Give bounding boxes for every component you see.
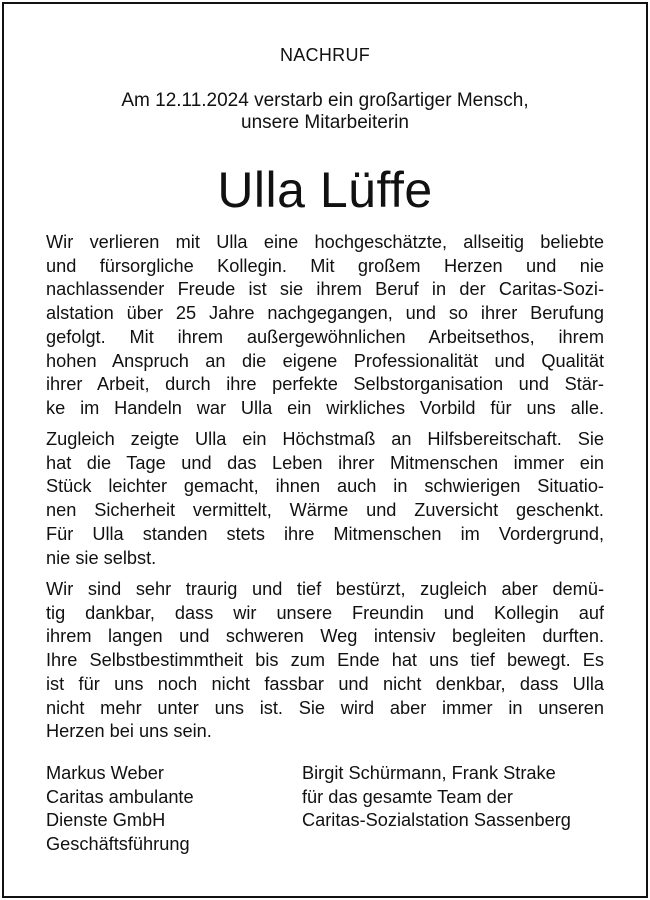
- intro-line: unsere Mitarbeiterin: [241, 112, 409, 133]
- text-line: Herzen bei uns sein.: [46, 721, 212, 742]
- signature-line: Geschäftsführung: [46, 834, 190, 855]
- text-line: ihrem langen und schweren Weg intensiv begleiten durften.: [46, 626, 604, 647]
- text-line: ke im Handeln war Ulla ein wirkliches Vorbild für uns alle.: [46, 397, 604, 418]
- text-line: nicht mehr unter uns ist. Sie wird aber immer in unseren: [46, 697, 604, 718]
- text-line: gefolgt. Mit ihrem außergewöhnlichen Arbeitsethos, ihrem: [46, 326, 604, 347]
- deceased-name: Ulla Lüffe: [217, 162, 433, 218]
- text-line: Zugleich zeigte Ulla ein Höchstmaß an Hilfsbereitschaft. Sie: [46, 429, 604, 449]
- text-line: nie sie selbst.: [46, 547, 157, 568]
- signature-line: Dienste GmbH: [46, 810, 166, 831]
- intro-line: Am 12.11.2024 verstarb ein großartiger Mensch,: [121, 90, 529, 111]
- text-line: nen Sicherheit vermittelt, Wärme und Zuversicht geschenkt.: [46, 500, 604, 521]
- signature-line: für das gesamte Team der: [302, 786, 513, 807]
- signature-line: Birgit Schürmann, Frank Strake: [302, 763, 556, 783]
- text-line: Wir sind sehr traurig und tief bestürzt, zugleich aber demü-: [46, 579, 604, 599]
- signature-line: Caritas ambulante: [46, 786, 194, 807]
- signature-line: Markus Weber: [46, 763, 164, 783]
- text-line: Stück leichter gemacht, ihnen auch in schwierigen Situatio-: [46, 476, 604, 497]
- paragraph-tribute: [46, 231, 604, 421]
- text-line: Für Ulla standen stets ihre Mitmenschen im Vordergrund,: [46, 523, 604, 544]
- signature-management: [46, 762, 194, 857]
- text-line: hohen Anspruch an die eigene Professionalität und Qualität: [46, 350, 604, 371]
- text-line: nachlassender Freude ist sie ihrem Beruf in der Caritas-Sozi-: [46, 279, 604, 300]
- text-line: hat die Tage und das Leben ihrer Mitmenschen immer ein: [46, 452, 604, 473]
- notice-heading: NACHRUF: [279, 45, 371, 65]
- signature-team: [302, 762, 571, 833]
- text-line: ihrer Arbeit, durch ihre perfekte Selbstorganisation und Stär-: [46, 374, 604, 395]
- text-line: alstation über 25 Jahre nachgegangen, und so ihrer Berufung: [46, 303, 604, 324]
- intro-text: [46, 90, 604, 134]
- text-line: tig dankbar, dass wir unsere Freundin und Kollegin auf: [46, 602, 604, 623]
- text-line: ist für uns noch nicht fassbar und nicht denkbar, dass Ulla: [46, 673, 604, 694]
- signature-line: Caritas-Sozialstation Sassenberg: [302, 810, 571, 831]
- paragraph-helpfulness: [46, 428, 604, 570]
- text-line: und fürsorgliche Kollegin. Mit großem Herzen und nie: [46, 255, 604, 276]
- paragraph-farewell: [46, 578, 604, 744]
- text-line: Ihre Selbstbestimmtheit bis zum Ende hat uns tief bewegt. Es: [46, 650, 604, 671]
- text-line: Wir verlieren mit Ulla eine hochgeschätzte, allseitig beliebte: [46, 232, 604, 252]
